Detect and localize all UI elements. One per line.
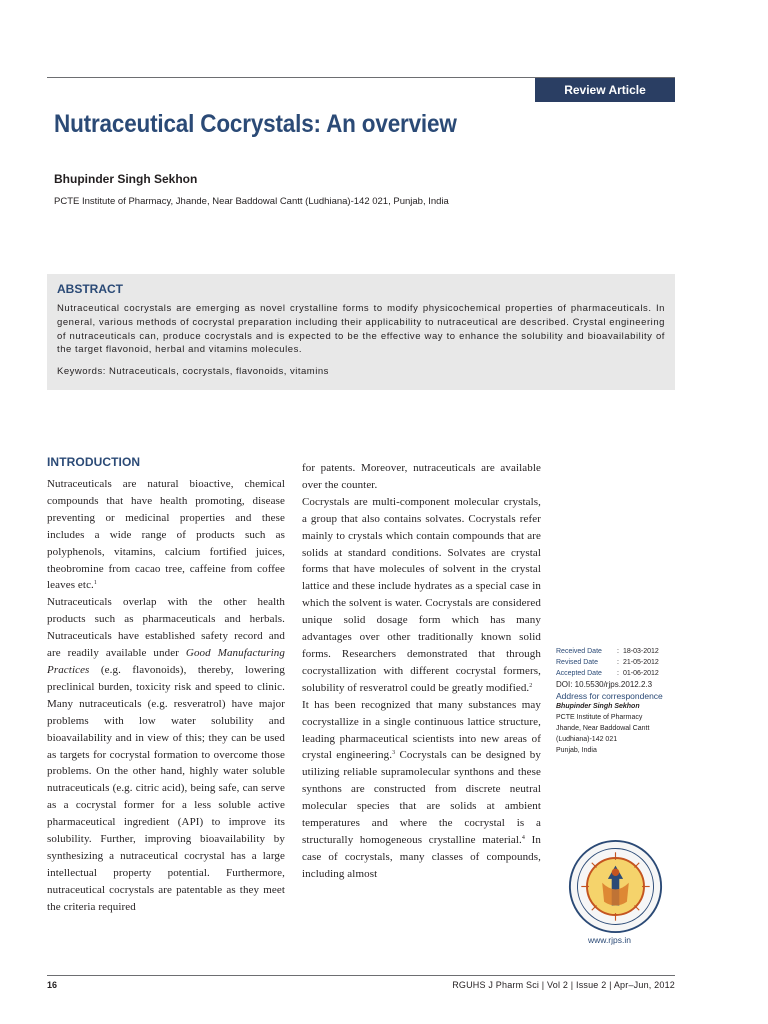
citation-ref: 2: [529, 682, 533, 689]
paragraph: Cocrystals are multi-component molecular crystals, a group that also contains solvates. Cocrystals refer mainly to crystals which contain compounds that are solids at standard conditions. Solvates are crystal forms that have molecules of solvent in the crystal lattice and these include hydrates as a special case in which the solvent is water. Cocrystals are considered unique solid dosage form which has many advantages over other traditionally known solid forms. Researchers demonstrated that through cocrystallization with different cocrystal formers, solubility of resveratrol could be greatly modified.$^2$: [302, 495, 541, 694]
abstract-box: [47, 274, 675, 390]
correspondence-name: Bhupinder Singh Sekhon: [556, 703, 640, 710]
paragraph: Nutraceuticals overlap with the other health products such as pharmaceuticals and herbals. Nutraceuticals have established safety record and are readily available under Good Manufacturing Practices (e.g. flavonoids), thereby, lowering preclinical burden, toxicity risk and speed to clinic. Many nutraceuticals (e.g. resveratrol) have major problems with low water solubility and bioavailability and in view of this; they can be used as targets for cocrystal formation to overcome those problems. On the other hand, highly water soluble nutraceuticals (e.g. citric acid), being safe, can serve as a cocrystal former for a less soluble active pharmaceutical ingredient (API) to improve its solubility. Further, improving bioavailability by synthesizing a nutraceutical cocrystal has a large intellectual property potential. Furthermore, nutraceutical cocrystals are patentable as they meet the criteria required: [47, 596, 285, 913]
received-date-row: Received Date : 18-03-2012: [556, 648, 659, 655]
journal-citation: RGUHS J Pharm Sci | Vol 2 | Issue 2 | Apr–Jun, 2012: [452, 980, 675, 990]
paragraph: It has been recognized that many substances may cocrystallize in a single continuous lattice structure, leading pharmaceutical scientists into new areas of crystal engineering.$^3$ Cocrystals can be designed by utilizing reliable supramolecular synthons and these synthons are constructed from discrete neutral molecular species that are solids at ambient temperatures and where the cocrystal is a structurally homogeneous crystalline material.$^4$ In case of cocrystals, many classes of compounds, including almost: [302, 698, 542, 880]
italic-term: Good Manufacturing Practices: [47, 647, 285, 676]
page-number: 16: [47, 980, 58, 990]
author-name: Bhupinder Singh Sekhon: [54, 172, 198, 186]
accepted-date-row: Accepted Date : 01-06-2012: [556, 670, 659, 677]
introduction-heading: INTRODUCTION: [47, 455, 141, 469]
address-heading: Address for correspondence: [556, 691, 663, 701]
article-type-badge: [535, 78, 675, 102]
journal-seal-logo: [568, 839, 663, 934]
paragraph: Nutraceuticals are natural bioactive, chemical compounds that have health promoting, disease preventing or medicinal properties and these includes a wide range of products such as polyphenols, vitamins, calcium fortified juices, theobromine from cacao tree, caffeine from coffee leaves etc.$^1$: [47, 478, 285, 592]
citation-ref: 1: [93, 580, 98, 587]
revised-date-row: Revised Date : 21-05-2012: [556, 659, 659, 666]
address-line: (Ludhiana)-142 021: [556, 736, 618, 743]
author-affiliation: PCTE Institute of Pharmacy, Jhande, Near Baddowal Cantt (Ludhiana)-142 021, Punjab, India: [54, 196, 449, 207]
article-type-label: Review Article: [564, 83, 646, 97]
abstract-body: Nutraceutical cocrystals are emerging as novel crystalline forms to modify physicochemical properties of pharmaceuticals. In general, various methods of cocrystal preparation including their applicability to nutraceutical are described. Crystal engineering of nutraceuticals can, produce cocrystals and is expected to be the effective way to enhance the solubility and bioavailability of the target flavonoid, herbal and vitamins molecules.: [57, 303, 665, 356]
body-column-left: [47, 476, 285, 916]
body-column-right: [302, 460, 541, 883]
abstract-heading: ABSTRACT: [57, 282, 123, 296]
address-line: Punjab, India: [556, 747, 597, 754]
citation-ref: 3: [392, 750, 396, 757]
address-line: PCTE Institute of Pharmacy: [556, 714, 643, 721]
article-title: Nutraceutical Cocrystals: An overview: [54, 110, 457, 138]
address-line: Jhande, Near Baddowal Cantt: [556, 725, 650, 732]
journal-website: www.rjps.in: [588, 935, 631, 945]
footer-rule: [47, 975, 675, 976]
article-metadata-sidebar: [556, 646, 676, 756]
abstract-keywords: Keywords: Nutraceuticals, cocrystals, flavonoids, vitamins: [57, 366, 329, 378]
citation-ref: 4: [521, 834, 526, 841]
paragraph: for patents. Moreover, nutraceuticals are available over the counter.: [302, 462, 541, 491]
doi: DOI: 10.5530/rjps.2012.2.3: [556, 680, 653, 689]
